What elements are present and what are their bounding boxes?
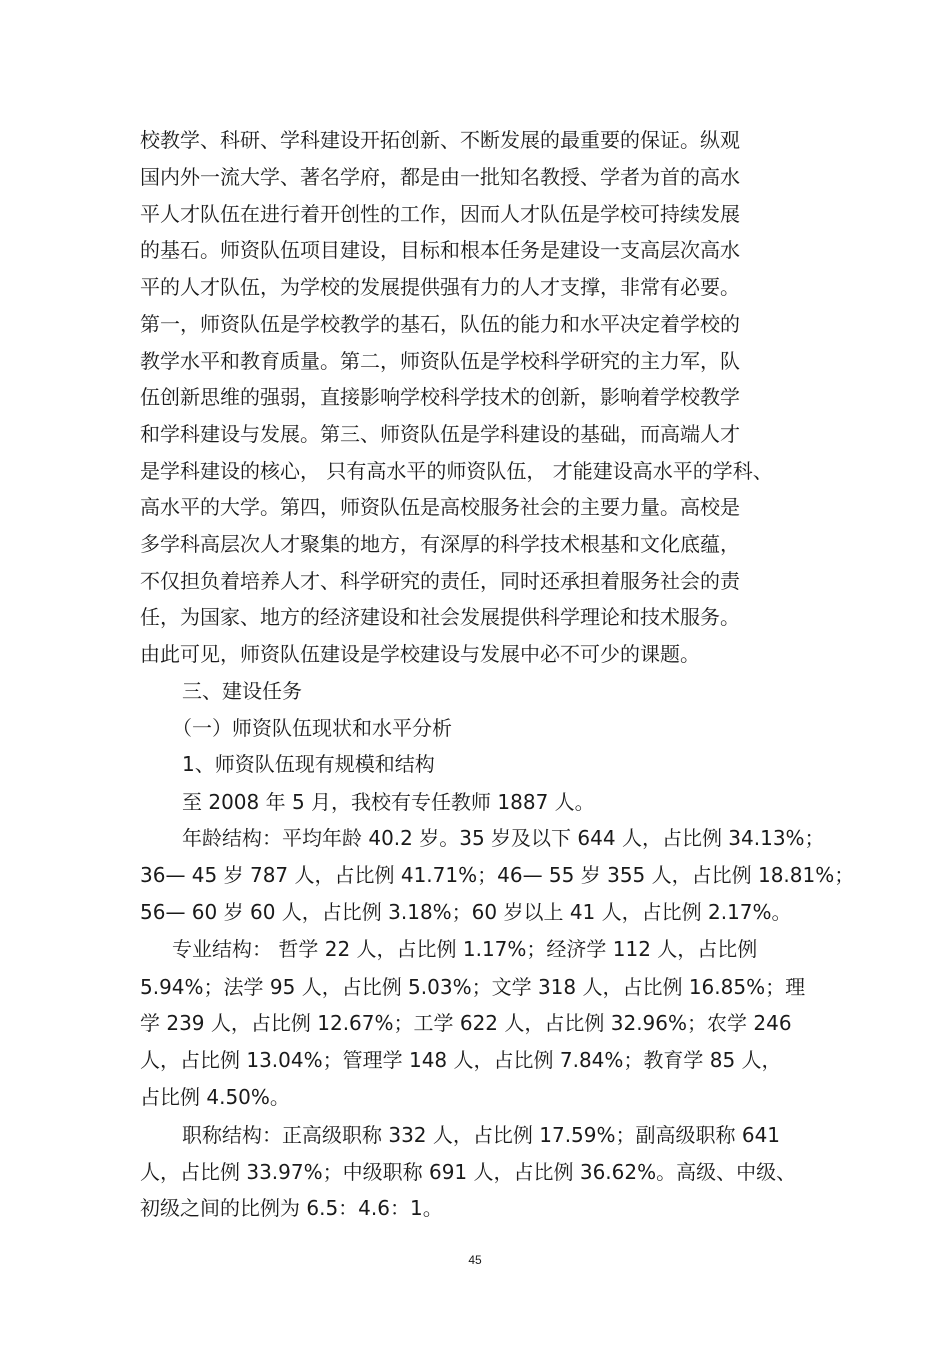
body-text-line: 国内外一流大学、著名学府，都是由一批知名教授、学者为首的高水 — [140, 165, 740, 189]
body-text-line: 的基石。师资队伍项目建设，目标和根本任务是建设一支高层次高水 — [140, 238, 740, 262]
page-number: 45 — [468, 1253, 482, 1267]
section-heading: 三、建设任务 — [182, 679, 302, 703]
body-text-line: 多学科高层次人才聚集的地方，有深厚的科学技术根基和文化底蕴， — [140, 532, 740, 556]
age-structure-line: 56— 60 岁 60 人，占比例 3.18%；60 岁以上 41 人，占比例 2.17%。 — [140, 900, 792, 924]
body-text-line: 校教学、科研、学科建设开拓创新、不断发展的最重要的保证。纵观 — [140, 128, 740, 152]
body-text-line: 任，为国家、地方的经济建设和社会发展提供科学理论和技术服务。 — [140, 605, 740, 629]
body-text-line: 高水平的大学。第四，师资队伍是高校服务社会的主要力量。高校是 — [140, 495, 740, 519]
title-structure-line: 人，占比例 33.97%；中级职称 691 人，占比例 36.62%。高级、中级、 — [140, 1160, 797, 1184]
body-text-line: 教学水平和教育质量。第二，师资队伍是学校科学研究的主力军，队 — [140, 349, 740, 373]
body-text-line: 不仅担负着培养人才、科学研究的责任，同时还承担着服务社会的责 — [140, 569, 740, 593]
body-text-line: 伍创新思维的强弱，直接影响学校科学技术的创新，影响着学校教学 — [140, 385, 740, 409]
subsection-heading: （一）师资队伍现状和水平分析 — [172, 716, 452, 740]
title-structure-line: 初级之间的比例为 6.5：4.6：1。 — [140, 1196, 443, 1220]
major-structure-line: 人，占比例 13.04%；管理学 148 人，占比例 7.84%；教育学 85 人， — [140, 1048, 782, 1072]
body-text-line: 第一，师资队伍是学校教学的基石，队伍的能力和水平决定着学校的 — [140, 312, 740, 336]
body-text-line: 和学科建设与发展。第三、师资队伍是学科建设的基础，而高端人才 — [140, 422, 740, 446]
body-text-line: 平的人才队伍，为学校的发展提供强有力的人才支撑，非常有必要。 — [140, 275, 740, 299]
age-structure-line: 年龄结构：平均年龄 40.2 岁。35 岁及以下 644 人，占比例 34.13%； — [182, 826, 825, 850]
item-heading: 1、师资队伍现有规模和结构 — [182, 752, 435, 776]
age-structure-line: 36— 45 岁 787 人，占比例 41.71%；46— 55 岁 355 人，占比例 18.81%； — [140, 863, 855, 887]
body-text-line: 由此可见，师资队伍建设是学校建设与发展中必不可少的课题。 — [140, 642, 700, 666]
major-structure-line: 占比例 4.50%。 — [140, 1085, 290, 1109]
staff-count-text: 至 2008 年 5 月，我校有专任教师 1887 人。 — [182, 790, 595, 814]
major-structure-line: 学 239 人，占比例 12.67%；工学 622 人，占比例 32.96%；农学 246 — [140, 1011, 792, 1035]
major-structure-line: 专业结构： 哲学 22 人，占比例 1.17%；经济学 112 人，占比例 — [172, 937, 758, 961]
title-structure-line: 职称结构：正高级职称 332 人，占比例 17.59%；副高级职称 641 — [182, 1123, 781, 1147]
body-text-line: 是学科建设的核心， 只有高水平的师资队伍， 才能建设高水平的学科、 — [140, 459, 773, 483]
major-structure-line: 5.94%；法学 95 人，占比例 5.03%；文学 318 人，占比例 16.85%；理 — [140, 975, 806, 999]
body-text-line: 平人才队伍在进行着开创性的工作，因而人才队伍是学校可持续发展 — [140, 202, 740, 226]
